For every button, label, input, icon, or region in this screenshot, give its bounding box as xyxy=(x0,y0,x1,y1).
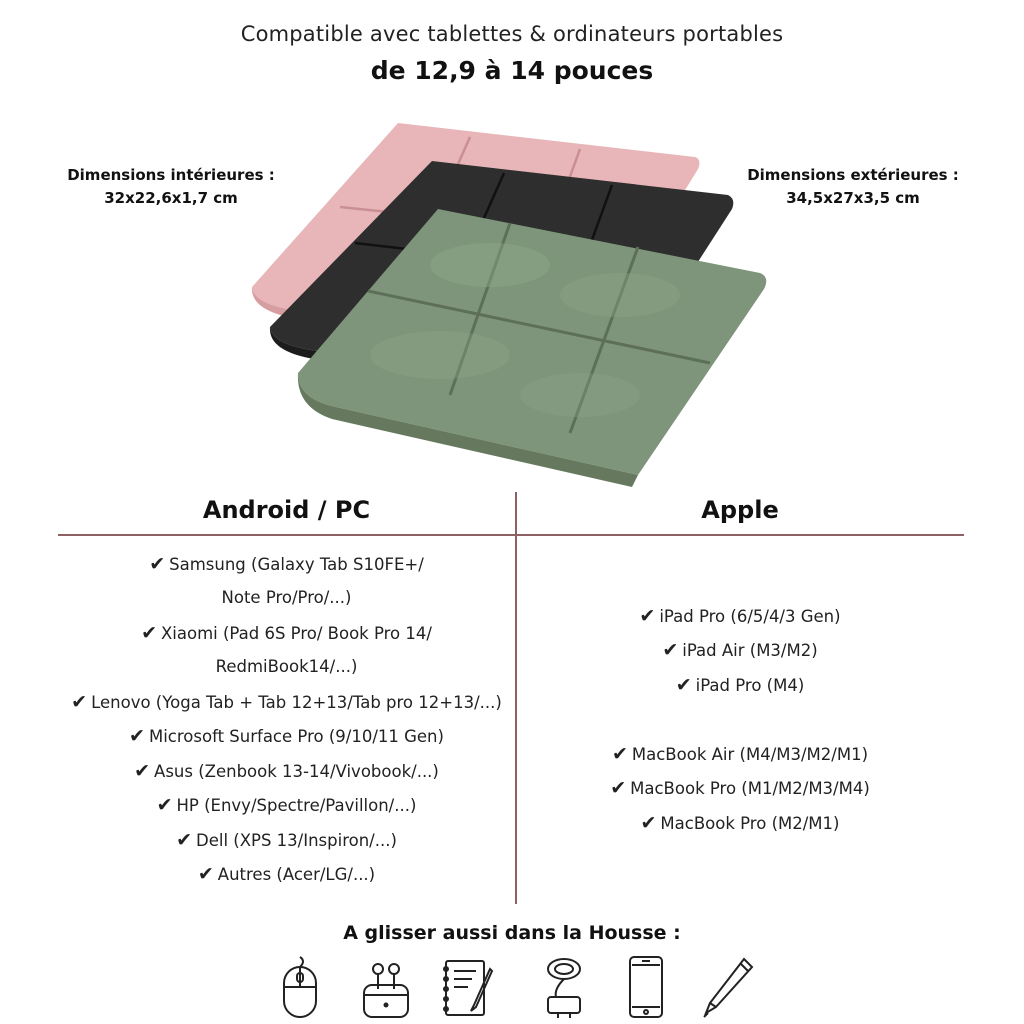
check-icon: ✔ xyxy=(141,622,157,644)
notebook-pen-icon xyxy=(436,955,496,1019)
list-item: ✔ MacBook Pro (M2/M1) xyxy=(640,812,840,834)
check-icon: ✔ xyxy=(662,639,679,661)
header-title: de 12,9 à 14 pouces xyxy=(370,56,654,85)
list-item: RedmiBook14/...) xyxy=(215,657,358,676)
check-icon: ✔ xyxy=(610,777,627,799)
list-item: ✔ Asus (Zenbook 13-14/Vivobook/...) xyxy=(134,760,439,782)
check-icon: ✔ xyxy=(134,760,151,782)
check-icon: ✔ xyxy=(156,794,173,816)
list-item: ✔ Microsoft Surface Pro (9/10/11 Gen) xyxy=(129,725,444,747)
interior-dimensions-value: 32x22,6x1,7 cm xyxy=(104,189,238,207)
footer-title: A glisser aussi dans la Housse : xyxy=(343,922,681,944)
list-item: ✔ Xiaomi (Pad 6S Pro/ Book Pro 14/ xyxy=(141,622,432,644)
interior-dimensions-label: Dimensions intérieures : xyxy=(67,166,275,184)
list-item: ✔ Lenovo (Yoga Tab + Tab 12+13/Tab pro 12+13/...) xyxy=(71,691,502,713)
android-pc-title: Android / PC xyxy=(202,496,371,524)
horizontal-divider xyxy=(58,534,964,536)
check-icon: ✔ xyxy=(639,605,656,627)
charger-icon xyxy=(534,955,594,1019)
mouse-icon xyxy=(270,955,330,1019)
check-icon: ✔ xyxy=(176,829,192,851)
pen-icon xyxy=(696,955,756,1019)
list-item: ✔ MacBook Pro (M1/M2/M3/M4) xyxy=(610,777,870,799)
apple-title: Apple xyxy=(701,496,779,524)
list-item: Note Pro/Pro/...) xyxy=(221,588,352,607)
smartphone-icon xyxy=(616,955,676,1019)
header-subtitle: Compatible avec tablettes & ordinateurs portables xyxy=(240,22,784,46)
list-item: ✔ iPad Pro (6/5/4/3 Gen) xyxy=(639,605,841,627)
exterior-dimensions-label: Dimensions extérieures : xyxy=(747,166,959,184)
check-icon: ✔ xyxy=(129,725,145,747)
check-icon: ✔ xyxy=(71,691,88,713)
list-item: ✔ Dell (XPS 13/Inspiron/...) xyxy=(176,829,397,851)
vertical-divider xyxy=(515,492,517,904)
list-item: ✔ HP (Envy/Spectre/Pavillon/...) xyxy=(156,794,417,816)
accessory-icons xyxy=(270,955,760,1020)
exterior-dimensions-value: 34,5x27x3,5 cm xyxy=(786,189,920,207)
list-item: ✔ iPad Air (M3/M2) xyxy=(662,639,818,661)
product-cushions-image xyxy=(240,115,780,495)
list-item: ✔ Samsung (Galaxy Tab S10FE+/ xyxy=(149,553,424,575)
list-item: ✔ Autres (Acer/LG/...) xyxy=(197,863,376,885)
earbuds-case-icon xyxy=(356,955,416,1019)
list-item: ✔ MacBook Air (M4/M3/M2/M1) xyxy=(611,743,869,765)
check-icon: ✔ xyxy=(640,812,657,834)
check-icon: ✔ xyxy=(149,553,166,575)
check-icon: ✔ xyxy=(675,674,692,696)
check-icon: ✔ xyxy=(197,863,214,885)
check-icon: ✔ xyxy=(611,743,628,765)
list-item: ✔ iPad Pro (M4) xyxy=(675,674,805,696)
